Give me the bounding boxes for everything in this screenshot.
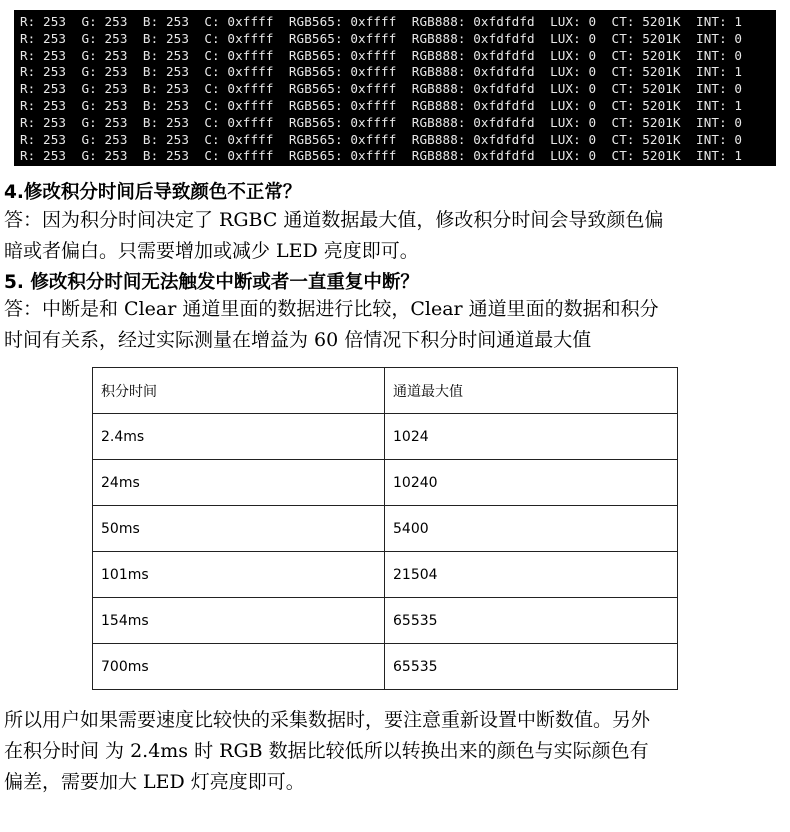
footer-paragraph-line-3: 偏差，需要加大 LED 灯亮度即可。 [4, 771, 305, 793]
footer-paragraph-line-2: 在积分时间 为 2.4ms 时 RGB 数据比较低所以转换出来的颜色与实际颜色有 [4, 740, 649, 762]
table-row [93, 644, 678, 690]
table-row [93, 552, 678, 598]
table-row [93, 414, 678, 460]
terminal-line: R: 253 G: 253 B: 253 C: 0xffff RGB565: 0xffff RGB888: 0xfdfdfd LUX: 0 CT: 5201K INT: 0 [20, 30, 743, 46]
table-cell: 5400 [385, 506, 678, 552]
section-4-heading: 4.修改积分时间后导致颜色不正常？ [4, 182, 302, 203]
section-5-answer-line-2: 时间有关系，经过实际测量在增益为 60 倍情况下积分时间通道最大值 [4, 329, 592, 351]
table-cell: 10240 [385, 460, 678, 506]
table-row [93, 506, 678, 552]
section-4-answer-line-2: 暗或者偏白。只需要增加或减少 LED 亮度即可。 [4, 240, 419, 262]
column-header-integration-time: 积分时间 [93, 368, 385, 414]
table-cell: 24ms [93, 460, 385, 506]
table-cell: 65535 [385, 644, 678, 690]
table-header-row [93, 368, 678, 414]
footer-paragraph-line-1: 所以用户如果需要速度比较快的采集数据时，要注意重新设置中断数值。另外 [4, 709, 651, 731]
terminal-output [14, 10, 776, 166]
table-cell: 1024 [385, 414, 678, 460]
terminal-line: R: 253 G: 253 B: 253 C: 0xffff RGB565: 0xffff RGB888: 0xfdfdfd LUX: 0 CT: 5201K INT: 1 [20, 64, 743, 80]
table-cell: 65535 [385, 598, 678, 644]
table-cell: 50ms [93, 506, 385, 552]
terminal-line: R: 253 G: 253 B: 253 C: 0xffff RGB565: 0xffff RGB888: 0xfdfdfd LUX: 0 CT: 5201K INT: 0 [20, 131, 743, 147]
table-row [93, 598, 678, 644]
section-5-heading: 5. 修改积分时间无法触发中断或者一直重复中断？ [4, 272, 419, 293]
terminal-line: R: 253 G: 253 B: 253 C: 0xffff RGB565: 0xffff RGB888: 0xfdfdfd LUX: 0 CT: 5201K INT: 0 [20, 114, 743, 130]
terminal-line: R: 253 G: 253 B: 253 C: 0xffff RGB565: 0xffff RGB888: 0xfdfdfd LUX: 0 CT: 5201K INT: 1 [20, 14, 743, 29]
terminal-line: R: 253 G: 253 B: 253 C: 0xffff RGB565: 0xffff RGB888: 0xfdfdfd LUX: 0 CT: 5201K INT: 1 [20, 148, 743, 164]
section-4-answer-line-1: 答：因为积分时间决定了 RGBC 通道数据最大值，修改积分时间会导致颜色偏 [4, 209, 664, 231]
table-cell: 2.4ms [93, 414, 385, 460]
table-cell: 154ms [93, 598, 385, 644]
table-cell: 21504 [385, 552, 678, 598]
terminal-line: R: 253 G: 253 B: 253 C: 0xffff RGB565: 0xffff RGB888: 0xfdfdfd LUX: 0 CT: 5201K INT: 0 [20, 81, 743, 97]
section-5-answer-line-1: 答：中断是和 Clear 通道里面的数据进行比较，Clear 通道里面的数据和积分 [4, 298, 659, 320]
terminal-line: R: 253 G: 253 B: 253 C: 0xffff RGB565: 0xffff RGB888: 0xfdfdfd LUX: 0 CT: 5201K INT: 0 [20, 47, 743, 63]
terminal-line: R: 253 G: 253 B: 253 C: 0xffff RGB565: 0xffff RGB888: 0xfdfdfd LUX: 0 CT: 5201K INT: 1 [20, 97, 743, 113]
table-row [93, 460, 678, 506]
table-cell: 700ms [93, 644, 385, 690]
integration-time-table [92, 367, 678, 690]
table-cell: 101ms [93, 552, 385, 598]
column-header-channel-max: 通道最大值 [385, 368, 678, 414]
